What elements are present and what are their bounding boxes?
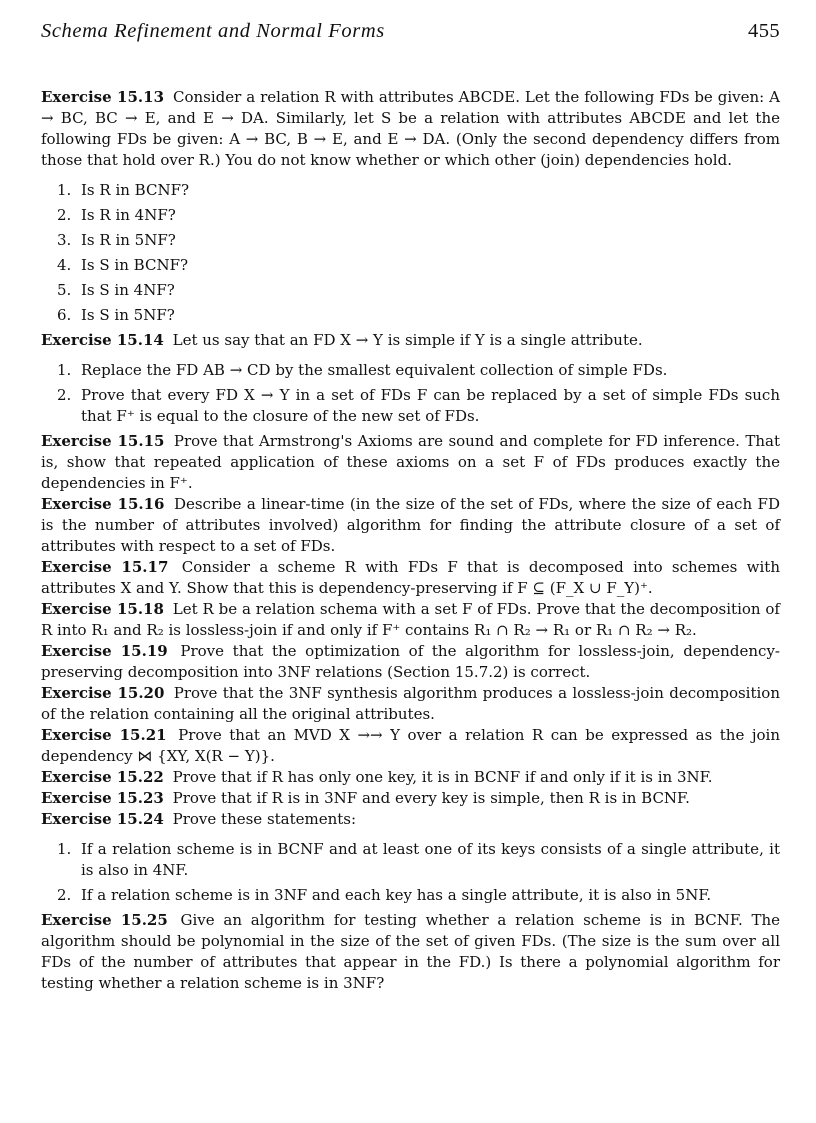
list-item: 2. Prove that every FD X → Y in a set of FDs F can be replaced by a set of simple FDs such that F⁺ is equal to the closure of the new set of FDs. xyxy=(57,386,780,425)
exercise-text: Consider a scheme R with FDs F that is decomposed into schemes with attributes X and Y. Show that this is dependency-preserving if F ⊆ (F_X ∪ F_Y)⁺. xyxy=(41,558,780,597)
exercise-15-22 xyxy=(41,767,780,788)
exercise-text: Give an algorithm for testing whether a relation scheme is in BCNF. The algorithm should be polynomial in the size of the set of given FDs. (The size is the sum over all FDs of the number of attributes that appear in the FD.) Is there a polynomial algorithm for testing whether a relation scheme is in 3NF? xyxy=(41,911,780,992)
exercise-15-23 xyxy=(41,788,780,809)
running-title: Schema Refinement and Normal Forms xyxy=(41,20,385,42)
list-item: 5. Is S in 4NF? xyxy=(57,281,175,299)
exercise-15-14 xyxy=(41,330,780,351)
exercise-label: Exercise 15.15 xyxy=(41,432,165,450)
exercise-label: Exercise 15.17 xyxy=(41,558,169,576)
exercise-label: Exercise 15.16 xyxy=(41,495,165,513)
exercise-text: Let us say that an FD X → Y is simple if Y is a single attribute. xyxy=(172,331,643,349)
exercise-15-17 xyxy=(41,557,780,599)
exercise-text: Prove that the optimization of the algorithm for lossless-join, dependency-preserving decomposition into 3NF relations (Section 15.7.2) is correct. xyxy=(41,642,780,681)
exercise-15-14-items xyxy=(41,360,780,427)
list-item: 6. Is S in 5NF? xyxy=(57,306,175,324)
exercise-15-24-items xyxy=(41,839,780,906)
exercise-label: Exercise 15.24 xyxy=(41,810,164,828)
list-item: 1. If a relation scheme is in BCNF and at least one of its keys consists of a single attribute, it is also in 4NF. xyxy=(57,840,780,879)
exercise-15-13-items xyxy=(41,180,780,326)
exercise-label: Exercise 15.25 xyxy=(41,911,168,929)
exercise-label: Exercise 15.21 xyxy=(41,726,167,744)
exercise-list xyxy=(41,87,780,994)
exercise-text: Prove that the 3NF synthesis algorithm produces a lossless-join decomposition of the relation containing all the original attributes. xyxy=(41,684,780,723)
exercise-label: Exercise 15.22 xyxy=(41,768,164,786)
exercise-text: Prove that Armstrong's Axioms are sound and complete for FD inference. That is, show that repeated application of these axioms on a set F of FDs produces exactly the dependencies in F⁺. xyxy=(41,432,780,492)
exercise-text: Prove these statements: xyxy=(172,810,357,828)
exercise-15-19 xyxy=(41,641,780,683)
exercise-label: Exercise 15.13 xyxy=(41,88,165,106)
exercise-15-13 xyxy=(41,87,780,171)
exercise-label: Exercise 15.18 xyxy=(41,600,164,618)
exercise-text: Prove that if R has only one key, it is in BCNF if and only if it is in 3NF. xyxy=(172,768,713,786)
exercise-label: Exercise 15.23 xyxy=(41,789,164,807)
exercise-text: Describe a linear-time (in the size of the set of FDs, where the size of each FD is the number of attributes involved) algorithm for finding the attribute closure of a set of attributes with respect to a set of FDs. xyxy=(41,495,780,555)
page-number: 455 xyxy=(748,20,780,42)
running-header xyxy=(41,20,780,50)
exercise-text: Prove that if R is in 3NF and every key is simple, then R is in BCNF. xyxy=(172,789,690,807)
list-item: 4. Is S in BCNF? xyxy=(57,256,189,274)
exercise-15-20 xyxy=(41,683,780,725)
exercise-15-18 xyxy=(41,599,780,641)
exercise-text: Consider a relation R with attributes ABCDE. Let the following FDs be given: A → BC, BC → E, and E → DA. Similarly, let S be a relation with attributes ABCDE and let the following FDs be given: A → BC, B → E, and E → DA. (Only the second dependency differs from those that hold over R.) You do not know whether or which other (join) dependencies hold. xyxy=(41,88,780,169)
list-item: 1. Replace the FD AB → CD by the smallest equivalent collection of simple FDs. xyxy=(57,361,668,379)
list-item: 3. Is R in 5NF? xyxy=(57,231,176,249)
exercise-15-24 xyxy=(41,809,780,830)
list-item: 2. If a relation scheme is in 3NF and each key has a single attribute, it is also in 5NF. xyxy=(57,886,712,904)
list-item: 1. Is R in BCNF? xyxy=(57,181,190,199)
exercise-15-15 xyxy=(41,431,780,494)
exercise-text: Let R be a relation schema with a set F of FDs. Prove that the decomposition of R into R₁ and R₂ is lossless-join if and only if F⁺ contains R₁ ∩ R₂ → R₁ or R₁ ∩ R₂ → R₂. xyxy=(41,600,780,639)
exercise-15-25 xyxy=(41,910,780,994)
exercise-text: Prove that an MVD X →→ Y over a relation R can be expressed as the join dependency ⋈ {XY, X(R − Y)}. xyxy=(41,726,780,765)
exercise-15-16 xyxy=(41,494,780,557)
exercise-label: Exercise 15.14 xyxy=(41,331,164,349)
exercise-15-21 xyxy=(41,725,780,767)
list-item: 2. Is R in 4NF? xyxy=(57,206,176,224)
exercise-label: Exercise 15.20 xyxy=(41,684,165,702)
exercise-label: Exercise 15.19 xyxy=(41,642,168,660)
